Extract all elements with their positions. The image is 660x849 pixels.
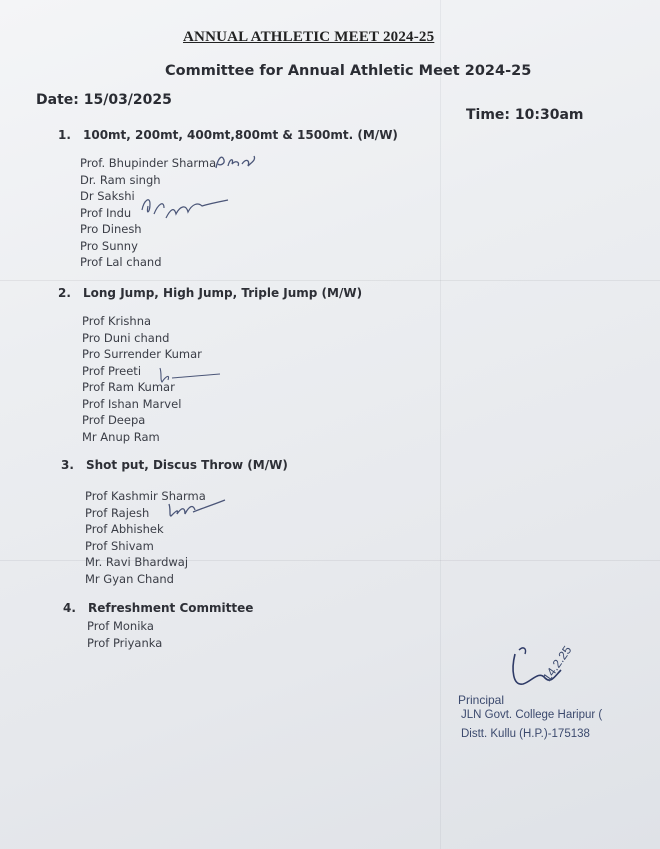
list-item: Pro Duni chand — [82, 330, 170, 345]
meeting-date: Date: 15/03/2025 — [36, 92, 172, 108]
stamp-district: Distt. Kullu (H.P.)-175138 — [461, 728, 590, 740]
section-title: Refreshment Committee — [88, 601, 254, 615]
stamp-college: JLN Govt. College Haripur ( — [461, 709, 603, 721]
list-item: Prof Lal chand — [80, 255, 162, 269]
list-item: Prof Abhishek — [85, 522, 164, 536]
list-item: Pro Surrender Kumar — [82, 347, 202, 361]
list-item: Pro Sunny — [80, 238, 138, 253]
signature-initials-4 — [163, 496, 229, 522]
document-title: ANNUAL ATHLETIC MEET 2024-25 — [183, 29, 435, 45]
list-item: Prof Preeti — [82, 363, 142, 378]
section-number: 2. — [58, 286, 71, 300]
list-item: Pro Dinesh — [80, 222, 142, 236]
list-item: Prof Ram Kumar — [82, 380, 175, 394]
section-3-heading — [61, 458, 288, 472]
list-item: Dr Sakshi — [80, 189, 135, 203]
signature-date: 14.2.25 — [540, 643, 575, 685]
list-item: Prof Shivam — [85, 538, 154, 553]
document-subtitle: Committee for Annual Athletic Meet 2024-25 — [165, 63, 532, 79]
list-item: Prof Ishan Marvel — [82, 396, 182, 411]
list-item: Prof. Bhupinder Sharma — [80, 156, 217, 170]
list-item: Prof Krishna — [82, 314, 152, 328]
list-item: Dr. Ram singh — [80, 172, 161, 187]
list-item: Prof Monika — [87, 619, 154, 633]
list-item: Prof Deepa — [82, 413, 146, 427]
list-item: Prof Kashmir Sharma — [85, 489, 206, 503]
section-title: Shot put, Discus Throw (M/W) — [86, 458, 288, 472]
list-item: Mr. Ravi Bhardwaj — [85, 555, 189, 569]
section-number: 3. — [61, 458, 74, 472]
signature-initials-3 — [156, 364, 224, 388]
meeting-time: Time: 10:30am — [466, 107, 584, 123]
section-number: 4. — [63, 601, 76, 615]
section-1-heading — [58, 128, 398, 142]
section-4-members — [87, 618, 162, 651]
list-item: Prof Rajesh — [85, 505, 150, 520]
section-2-heading — [58, 286, 362, 300]
signature-initials-2 — [138, 192, 233, 230]
list-item: Prof Priyanka — [87, 635, 163, 650]
stamp-principal: Principal — [458, 693, 505, 707]
section-title: 100mt, 200mt, 400mt,800mt & 1500mt. (M/W) — [83, 128, 398, 142]
list-item: Mr Gyan Chand — [85, 571, 174, 586]
list-item: Mr Anup Ram — [82, 429, 160, 444]
list-item: Prof Indu — [80, 205, 132, 220]
signature-initials-1 — [212, 152, 262, 174]
section-title: Long Jump, High Jump, Triple Jump (M/W) — [83, 286, 363, 300]
section-number: 1. — [58, 128, 71, 142]
section-4-heading — [63, 601, 253, 615]
